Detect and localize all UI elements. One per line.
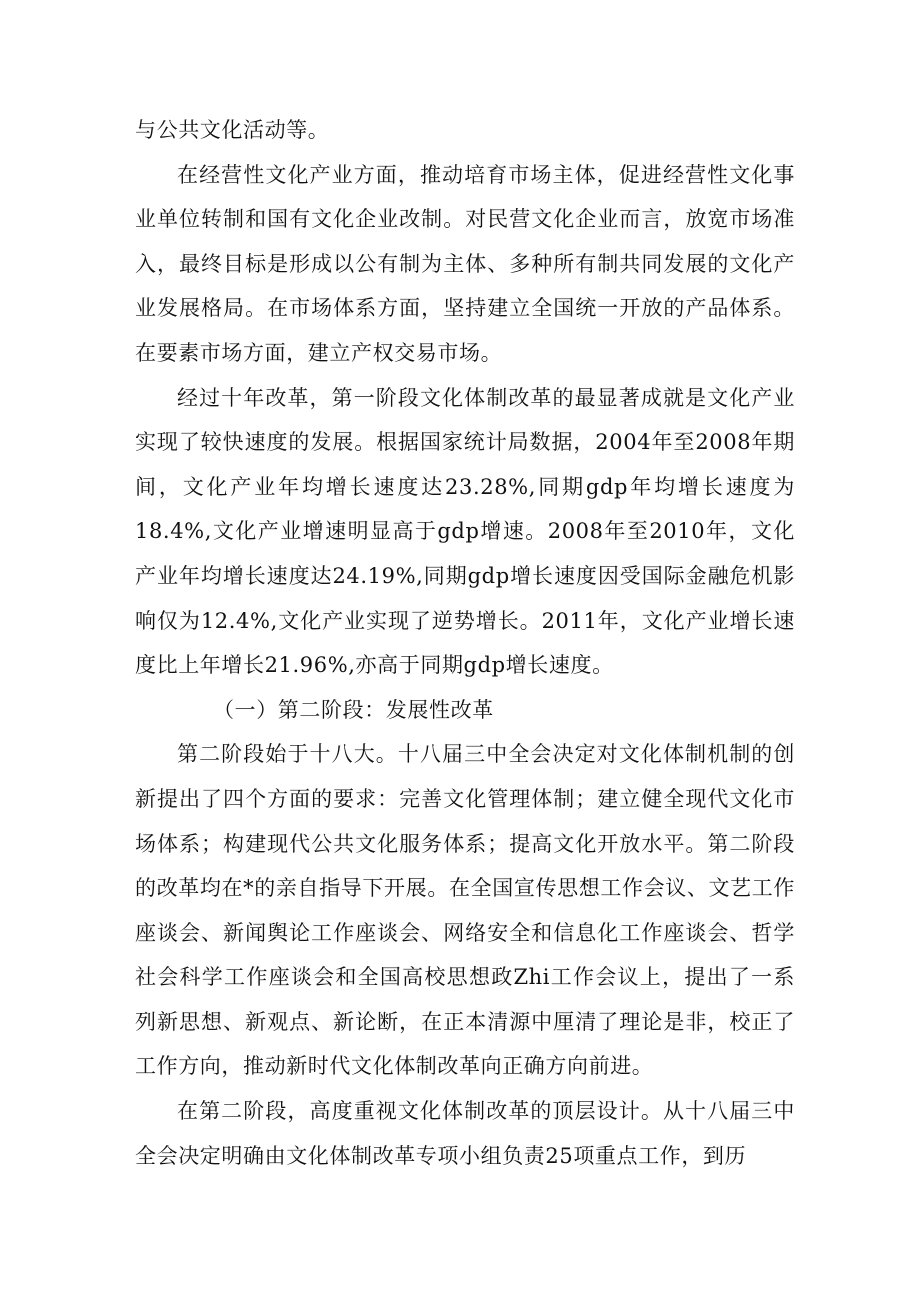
paragraph-ten-year-reform: 经过十年改革，第一阶段文化体制改革的最显著成就是文化产业实现了较快速度的发展。根据国家统计局数据，2004年至2008年期间，文化产业年均增长速度达23.28%,同期gdp年均增长速度为18.4%,文化产业增速明显高于gdp增速。2008年至2010年，文化产业年均增长速度达24.19%,同期gdp增长速度因受国际金融危机影响仅为12.4%,文化产业实现了逆势增长。2011年，文化产业增长速度比上年增长21.96%,亦高于同期gdp增长速度。 [135, 385, 795, 678]
document-body [135, 108, 795, 1178]
paragraph-business-culture-industry: 在经营性文化产业方面，推动培育市场主体，促进经营性文化事业单位转制和国有文化企业改制。对民营文化企业而言，放宽市场准入，最终目标是形成以公有制为主体、多种所有制共同发展的文化产业发展格局。在市场体系方面，坚持建立全国统一开放的产品体系。在要素市场方面，建立产权交易市场。 [135, 162, 795, 365]
paragraph-second-stage: 第二阶段始于十八大。十八届三中全会决定对文化体制机制的创新提出了四个方面的要求：完善文化管理体制；建立健全现代文化市场体系；构建现代公共文化服务体系；提高文化开放水平。第二阶段的改革均在*的亲自指导下开展。在全国宣传思想工作会议、文艺工作座谈会、新闻舆论工作座谈会、网络安全和信息化工作座谈会、哲学社会科学工作座谈会和全国高校思想政Zhi工作会议上，提出了一系列新思想、新观点、新论断，在正本清源中厘清了理论是非，校正了工作方向，推动新时代文化体制改革向正确方向前进。 [135, 742, 795, 1079]
paragraph-continuation: 与公共文化活动等。 [135, 118, 330, 142]
section-heading: （一）第二阶段：发展性改革 [213, 697, 494, 722]
paragraph-top-level-design: 在第二阶段，高度重视文化体制改革的顶层设计。从十八届三中全会决定明确由文化体制改革专项小组负责25项重点工作，到历 [135, 1099, 795, 1168]
